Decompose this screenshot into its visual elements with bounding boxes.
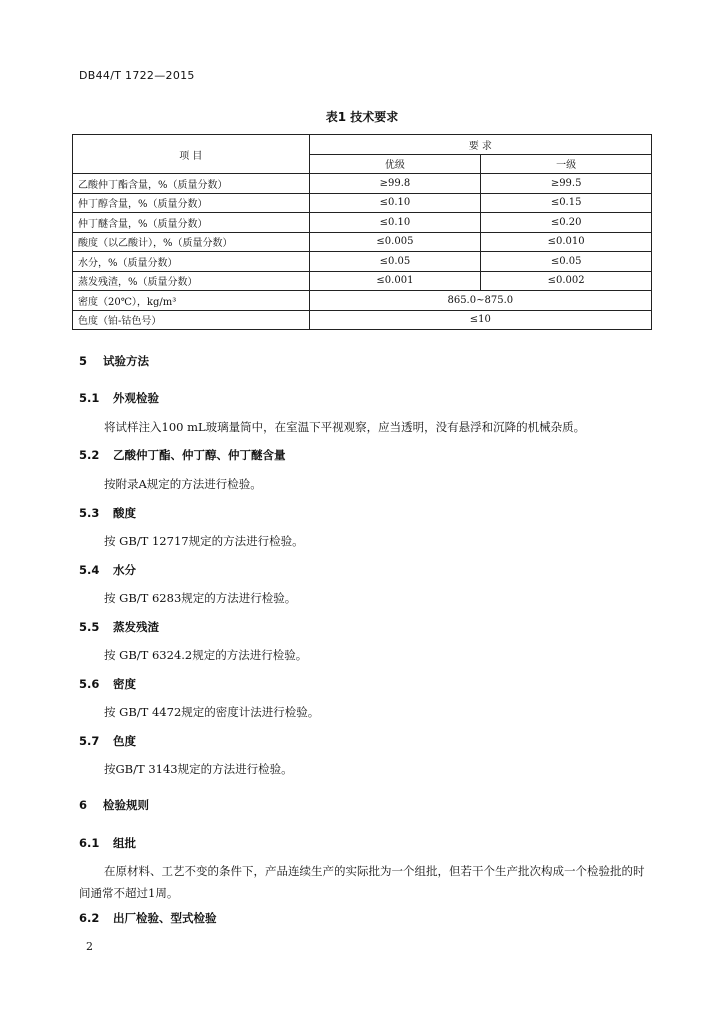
row-item: 仲丁醇含量，%（质量分数） [73, 193, 310, 213]
table-row [73, 232, 652, 252]
table-title: 表1 技术要求 [325, 110, 399, 124]
row-item: 密度（20℃），kg/m³ [73, 291, 310, 311]
section-number: 6.1 [79, 836, 100, 850]
paragraph-5-2: 按附录A规定的方法进行检验。 [104, 477, 262, 491]
section-heading-5-2 [79, 447, 286, 463]
row-item: 色度（铂-钴色号） [73, 310, 310, 330]
section-number: 5 [79, 354, 88, 368]
section-heading-5-3 [79, 505, 136, 521]
paragraph-6-1: 在原材料、工艺不变的条件下，产品连续生产的实际批为一个组批，但若干个生产批次构成一个检验批的时间通常不超过1周。 [79, 864, 645, 900]
row-item: 酸度（以乙酸计），%（质量分数） [73, 232, 310, 252]
section-heading-6-2 [79, 910, 217, 926]
section-title: 密度 [113, 677, 136, 691]
table-row [73, 271, 652, 291]
section-heading-5 [79, 353, 149, 369]
section-title: 蒸发残渣 [113, 620, 159, 634]
section-title: 试验方法 [103, 354, 149, 368]
header-requirement: 要 求 [309, 135, 651, 155]
section-heading-6 [79, 797, 149, 813]
section-title: 色度 [113, 734, 136, 748]
section-title: 出厂检验、型式检验 [113, 911, 217, 925]
section-number: 5.3 [79, 506, 100, 520]
paragraph-5-3: 按 GB/T 12717规定的方法进行检验。 [104, 534, 304, 548]
section-number: 5.1 [79, 391, 100, 405]
section-heading-5-1 [79, 390, 159, 406]
document-header: DB44/T 1722—2015 [79, 69, 195, 82]
section-number: 6 [79, 798, 88, 812]
section-heading-5-7 [79, 733, 136, 749]
section-number: 5.2 [79, 448, 100, 462]
header-item: 项 目 [73, 135, 310, 174]
section-title: 水分 [113, 563, 136, 577]
section-title: 组批 [113, 836, 136, 850]
row-item: 蒸发残渣，%（质量分数） [73, 271, 310, 291]
row-value-first: ≤0.20 [481, 213, 652, 233]
row-value-superior: ≤0.001 [309, 271, 481, 291]
row-value-merged: ≤10 [309, 310, 651, 330]
paragraph-5-5: 按 GB/T 6324.2规定的方法进行检验。 [104, 648, 308, 662]
row-value-first: ≤0.05 [481, 252, 652, 272]
section-number: 5.7 [79, 734, 100, 748]
header-grade-superior: 优级 [309, 154, 481, 174]
table-row [73, 193, 652, 213]
table-row [73, 252, 652, 272]
table-row [73, 310, 652, 330]
table-row [73, 213, 652, 233]
section-title: 酸度 [113, 506, 136, 520]
table-row [73, 174, 652, 194]
row-value-merged: 865.0~875.0 [309, 291, 651, 311]
row-value-first: ≤0.002 [481, 271, 652, 291]
row-item: 仲丁醚含量，%（质量分数） [73, 213, 310, 233]
row-value-first: ≤0.15 [481, 193, 652, 213]
row-value-superior: ≤0.10 [309, 193, 481, 213]
header-grade-first: 一级 [481, 154, 652, 174]
paragraph-5-6: 按 GB/T 4472规定的密度计法进行检验。 [104, 705, 320, 719]
paragraph-5-1: 将试样注入100 mL玻璃量筒中，在室温下平视观察，应当透明，没有悬浮和沉降的机械杂质。 [104, 420, 586, 434]
row-item: 水分，%（质量分数） [73, 252, 310, 272]
section-heading-5-6 [79, 676, 136, 692]
section-number: 5.5 [79, 620, 100, 634]
section-title: 外观检验 [113, 391, 159, 405]
row-value-superior: ≤0.10 [309, 213, 481, 233]
section-heading-5-4 [79, 562, 136, 578]
table-row [73, 291, 652, 311]
row-value-first: ≥99.5 [481, 174, 652, 194]
row-value-superior: ≥99.8 [309, 174, 481, 194]
section-heading-6-1 [79, 835, 136, 851]
row-value-superior: ≤0.05 [309, 252, 481, 272]
page-number: 2 [86, 940, 93, 953]
technical-requirements-table [72, 134, 652, 330]
section-title: 乙酸仲丁酯、仲丁醇、仲丁醚含量 [113, 448, 286, 462]
paragraph-5-7: 按GB/T 3143规定的方法进行检验。 [104, 762, 293, 776]
row-item: 乙酸仲丁酯含量，%（质量分数） [73, 174, 310, 194]
section-number: 6.2 [79, 911, 100, 925]
section-number: 5.4 [79, 563, 100, 577]
row-value-first: ≤0.010 [481, 232, 652, 252]
section-number: 5.6 [79, 677, 100, 691]
section-heading-5-5 [79, 619, 159, 635]
row-value-superior: ≤0.005 [309, 232, 481, 252]
section-title: 检验规则 [103, 798, 149, 812]
paragraph-5-4: 按 GB/T 6283规定的方法进行检验。 [104, 591, 297, 605]
